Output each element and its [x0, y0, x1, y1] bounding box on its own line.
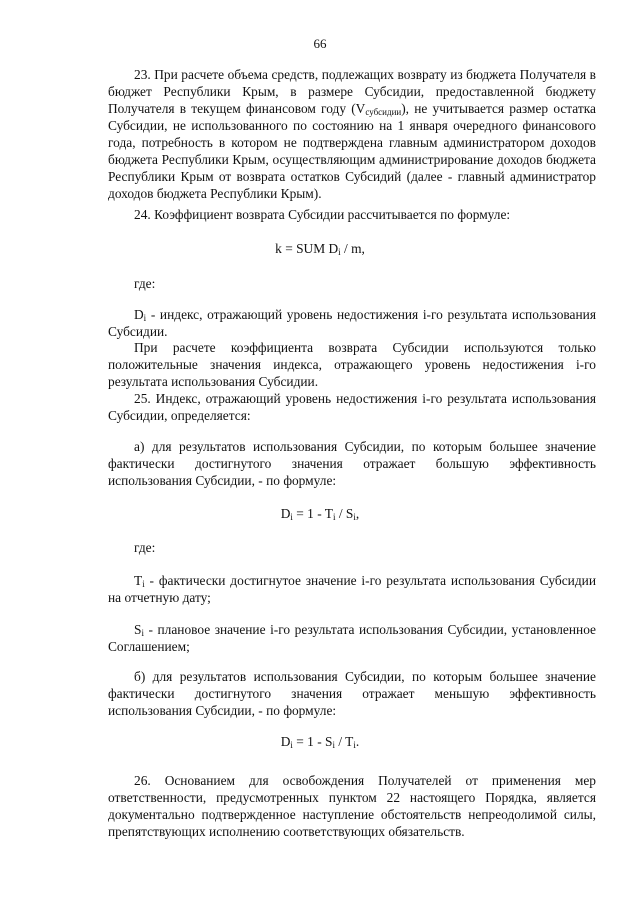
formula-di-a: $D_i = 1 - T_i / S_i$,: [280, 506, 360, 522]
definition-si: $S_i$ - плановое значение i-го результата использования Субсидии, установленное Соглашением;: [108, 622, 596, 654]
paragraph-a: а) для результатов использования Субсидии, по которым большее значение фактически достигнутого значения отражает большую эффективность использования Субсидии, - по формуле:: [108, 439, 596, 488]
paragraph-24: 24. Коэффициент возврата Субсидии рассчитывается по формуле:: [134, 207, 511, 222]
definition-ti: $T_i$ - фактически достигнутое значение i-го результата использования Субсидии на отчетную дату;: [108, 573, 596, 605]
page-number: 66: [313, 36, 327, 51]
paragraph-23: 23. При расчете объема средств, подлежащих возврату из бюджета Получателя в бюджет Республики Крым, в размере Субсидии, предоставленной бюджету Получателя в текущем финансовом году $(V_{субсидии})$, не учитывается размер остатка Субсидии, не использованного по состоянию на 1 января очередного финансового года, потребность в котором не подтверждена главным администратором доходов бюджета Республики Крым, осуществляющим администрирование доходов бюджета Республики Крым от возврата остатков Субсидий (далее - главный администратор доходов бюджета Республики Крым).: [108, 67, 597, 201]
definition-di: $D_i$ - индекс, отражающий уровень недостижения i-го результата использования Субсидии.: [108, 307, 596, 339]
formula-di-b: $D_i = 1 - S_i / T_i$.: [280, 734, 360, 750]
where-label-2: где:: [134, 540, 156, 555]
formula-k: k = SUM $D_i$ / m,: [275, 241, 365, 257]
paragraph-25: 25. Индекс, отражающий уровень недостижения i-го результата использования Субсидии, определяется:: [108, 391, 596, 423]
paragraph-positive-values: При расчете коэффициента возврата Субсидии используются только положительные значения индекса, отражающего уровень недостижения i-го результата использования Субсидии.: [108, 340, 596, 389]
paragraph-26: 26. Основанием для освобождения Получателей от применения мер ответственности, предусмотренных пунктом 22 настоящего Порядка, является документально подтвержденное наступление обстоятельств непреодолимой силы, препятствующих исполнению соответствующих обязательств.: [108, 773, 596, 839]
paragraph-b: б) для результатов использования Субсидии, по которым большее значение фактически достигнутого значения отражает меньшую эффективность использования Субсидии, - по формуле:: [108, 669, 596, 718]
where-label: где:: [134, 276, 156, 291]
